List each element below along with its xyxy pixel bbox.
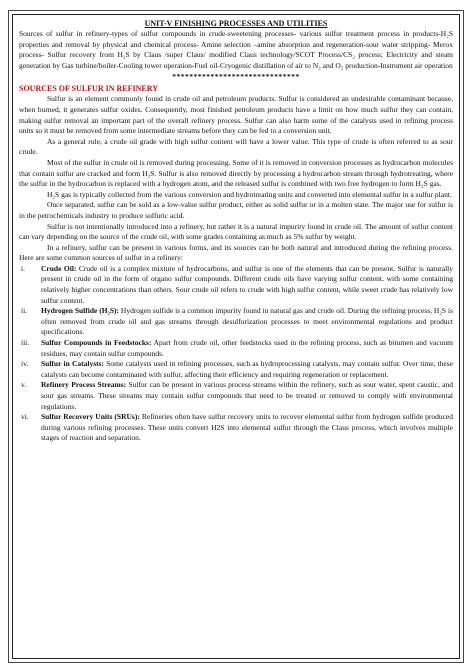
list-item xyxy=(19,380,453,412)
paragraph: As a general rule, a crude oil grade with high sulfur content will have a lower value. This type of crude is often referred to as sour crude. xyxy=(19,136,453,157)
paragraph: Sulfur is not intentionally introduced into a refinery, but rather it is a natural impurity found in crude oil. The amount of sulfur content can vary depending on the source of the crude oil, with some grades containing as much as 5% sulfur by weight. xyxy=(19,221,453,242)
list-item xyxy=(19,412,453,444)
list-item-term: Refinery Process Streams: xyxy=(41,380,127,390)
list-item-text: Crude oil is a complex mixture of hydrocarbons, and sulfur is one of the elements that can be present. Sulfur is naturally present in crude oil in the form of organo sulfur compounds. Different crude oils have varying sulfur content, with some containing relatively higher concentrations than others. Sour crude oil refers to crude with high sulfur content, while sweet crude has relatively low sulfur content. xyxy=(41,263,453,305)
list-item-text: Refineries often have sulfur recovery units to recover elemental sulfur from hydrogen sulfide produced during various refining processes. These units convert H2S into elemental sulfur through the Claus process, which involves multiple stages of reaction and separation. xyxy=(41,412,454,443)
list-item xyxy=(19,306,453,338)
list-item-term: Sulfur in Catalysts: xyxy=(41,359,105,369)
unit-title: UNIT-V FINISHING PROCESSES AND UTILITIES xyxy=(144,19,328,28)
separator-stars: ****************************** xyxy=(172,72,300,82)
list-item-term: Sulfur Recovery Units (SRUs): xyxy=(41,412,140,422)
list-item-term: Crude Oil: xyxy=(41,263,77,273)
list-item-number: ii. xyxy=(21,306,28,316)
paragraph: H₂S gas is typically collected from the various conversion and hydrotreating units and converted into elemental sulfur in a sulfur plant. xyxy=(47,189,452,199)
list-item xyxy=(19,264,453,306)
list-item-text: Hydrogen sulfide is a common impurity found in natural gas and crude oil. During the refining process, H₂S is often removed from crude oil and gas streams through desulfurization processes to meet environmental regulations and product specifications. xyxy=(41,306,454,337)
list-item-term: Hydrogen Sulfide (H₂S): xyxy=(41,306,119,316)
paragraph: In a refinery, sulfur can be present in various forms, and its sources can be both natural and introduced during the refining process. Here are some common sources of sulfur in a refinery: xyxy=(19,242,453,263)
list-item xyxy=(19,359,453,380)
list-item-number: iv. xyxy=(21,359,29,369)
list-item-term: Sulfur Compounds in Feedstocks: xyxy=(41,338,152,348)
section-heading: SOURCES OF SULFUR IN REFINERY xyxy=(19,84,158,94)
paragraph: Sulfur is an element commonly found in crude oil and petroleum products. Sulfur is considered an undesirable contaminant because, when burned, it generates sulfur oxides. Consequently, most finished petroleum products have a limit on how much sulfur they can contain, making sulfur removal an important part of the overall refinery process. Sulfur can also harm some of the catalysts used in refining process units so it must be removed from some intermediate streams before they can be fed to a conversion unit. xyxy=(19,94,453,136)
paragraph: Most of the sulfur in crude oil is removed during processing. Some of it is removed in conversion processes as hydrocarbon molecules that contain sulfur are cracked and form H₂S. Sulfur is also removed directly by processing a hydrocarbon stream through hydrotreating, where the sulfur in the hydrocarbon is replaced with a hydrogen atom, and the released sulfur is combined with two free hydrogen to form H₂S gas. xyxy=(19,157,453,189)
list-item-text: Some catalysts used in refining processes, such as hydroprocessing catalysts, may contain sulfur. Over time, these catalysts can become contaminated with sulfur, affecting their efficiency and requiring regeneration or replacement. xyxy=(41,359,454,379)
paragraph: Once separated, sulfur can be sold as a low-value sulfur product, either as solid sulfur or in a molten state. The major use for sulfur is in the petrochemicals industry to produce sulfuric acid. xyxy=(19,200,453,220)
list-item-number: i. xyxy=(21,263,25,273)
list-item-text: Apart from crude oil, other feedstocks used in the refining process, such as bitumen and vacuum residues, may contain sulfur compounds. xyxy=(41,338,453,358)
list-item-number: v. xyxy=(21,380,27,390)
list-item-text: Sulfur can be present in various process streams within the refinery, such as sour water, spent caustic, and sour gas streams. These streams may contain sulfur compounds that need to be treated or removed to comply with environmental regulations. xyxy=(41,380,454,411)
sulfur-sources-list xyxy=(19,264,453,444)
list-item-number: vi. xyxy=(21,412,29,422)
list-item-number: iii. xyxy=(21,338,30,348)
document-page xyxy=(12,14,460,659)
syllabus-text: Sources of sulfur in refinery-types of sulfur compounds in crude-sweetening processes- various sulfur treatment process in products-H₂S properties and removal by physical and chemical process- Amine selection –amine absorption and regeneration-sour water stripping- Merox process- Sulfur recovery from H₂S by Claus /super Claus/ modified Claus technology/SCOT Process/CS₂ process; Electricity and steam generation by Gas turbine/boiler-Cooling tower operation-Fuel oil-Cryogenic distillation of air to N₂ and O₂ production-Instrument air operation xyxy=(19,29,453,70)
list-item xyxy=(19,338,453,359)
